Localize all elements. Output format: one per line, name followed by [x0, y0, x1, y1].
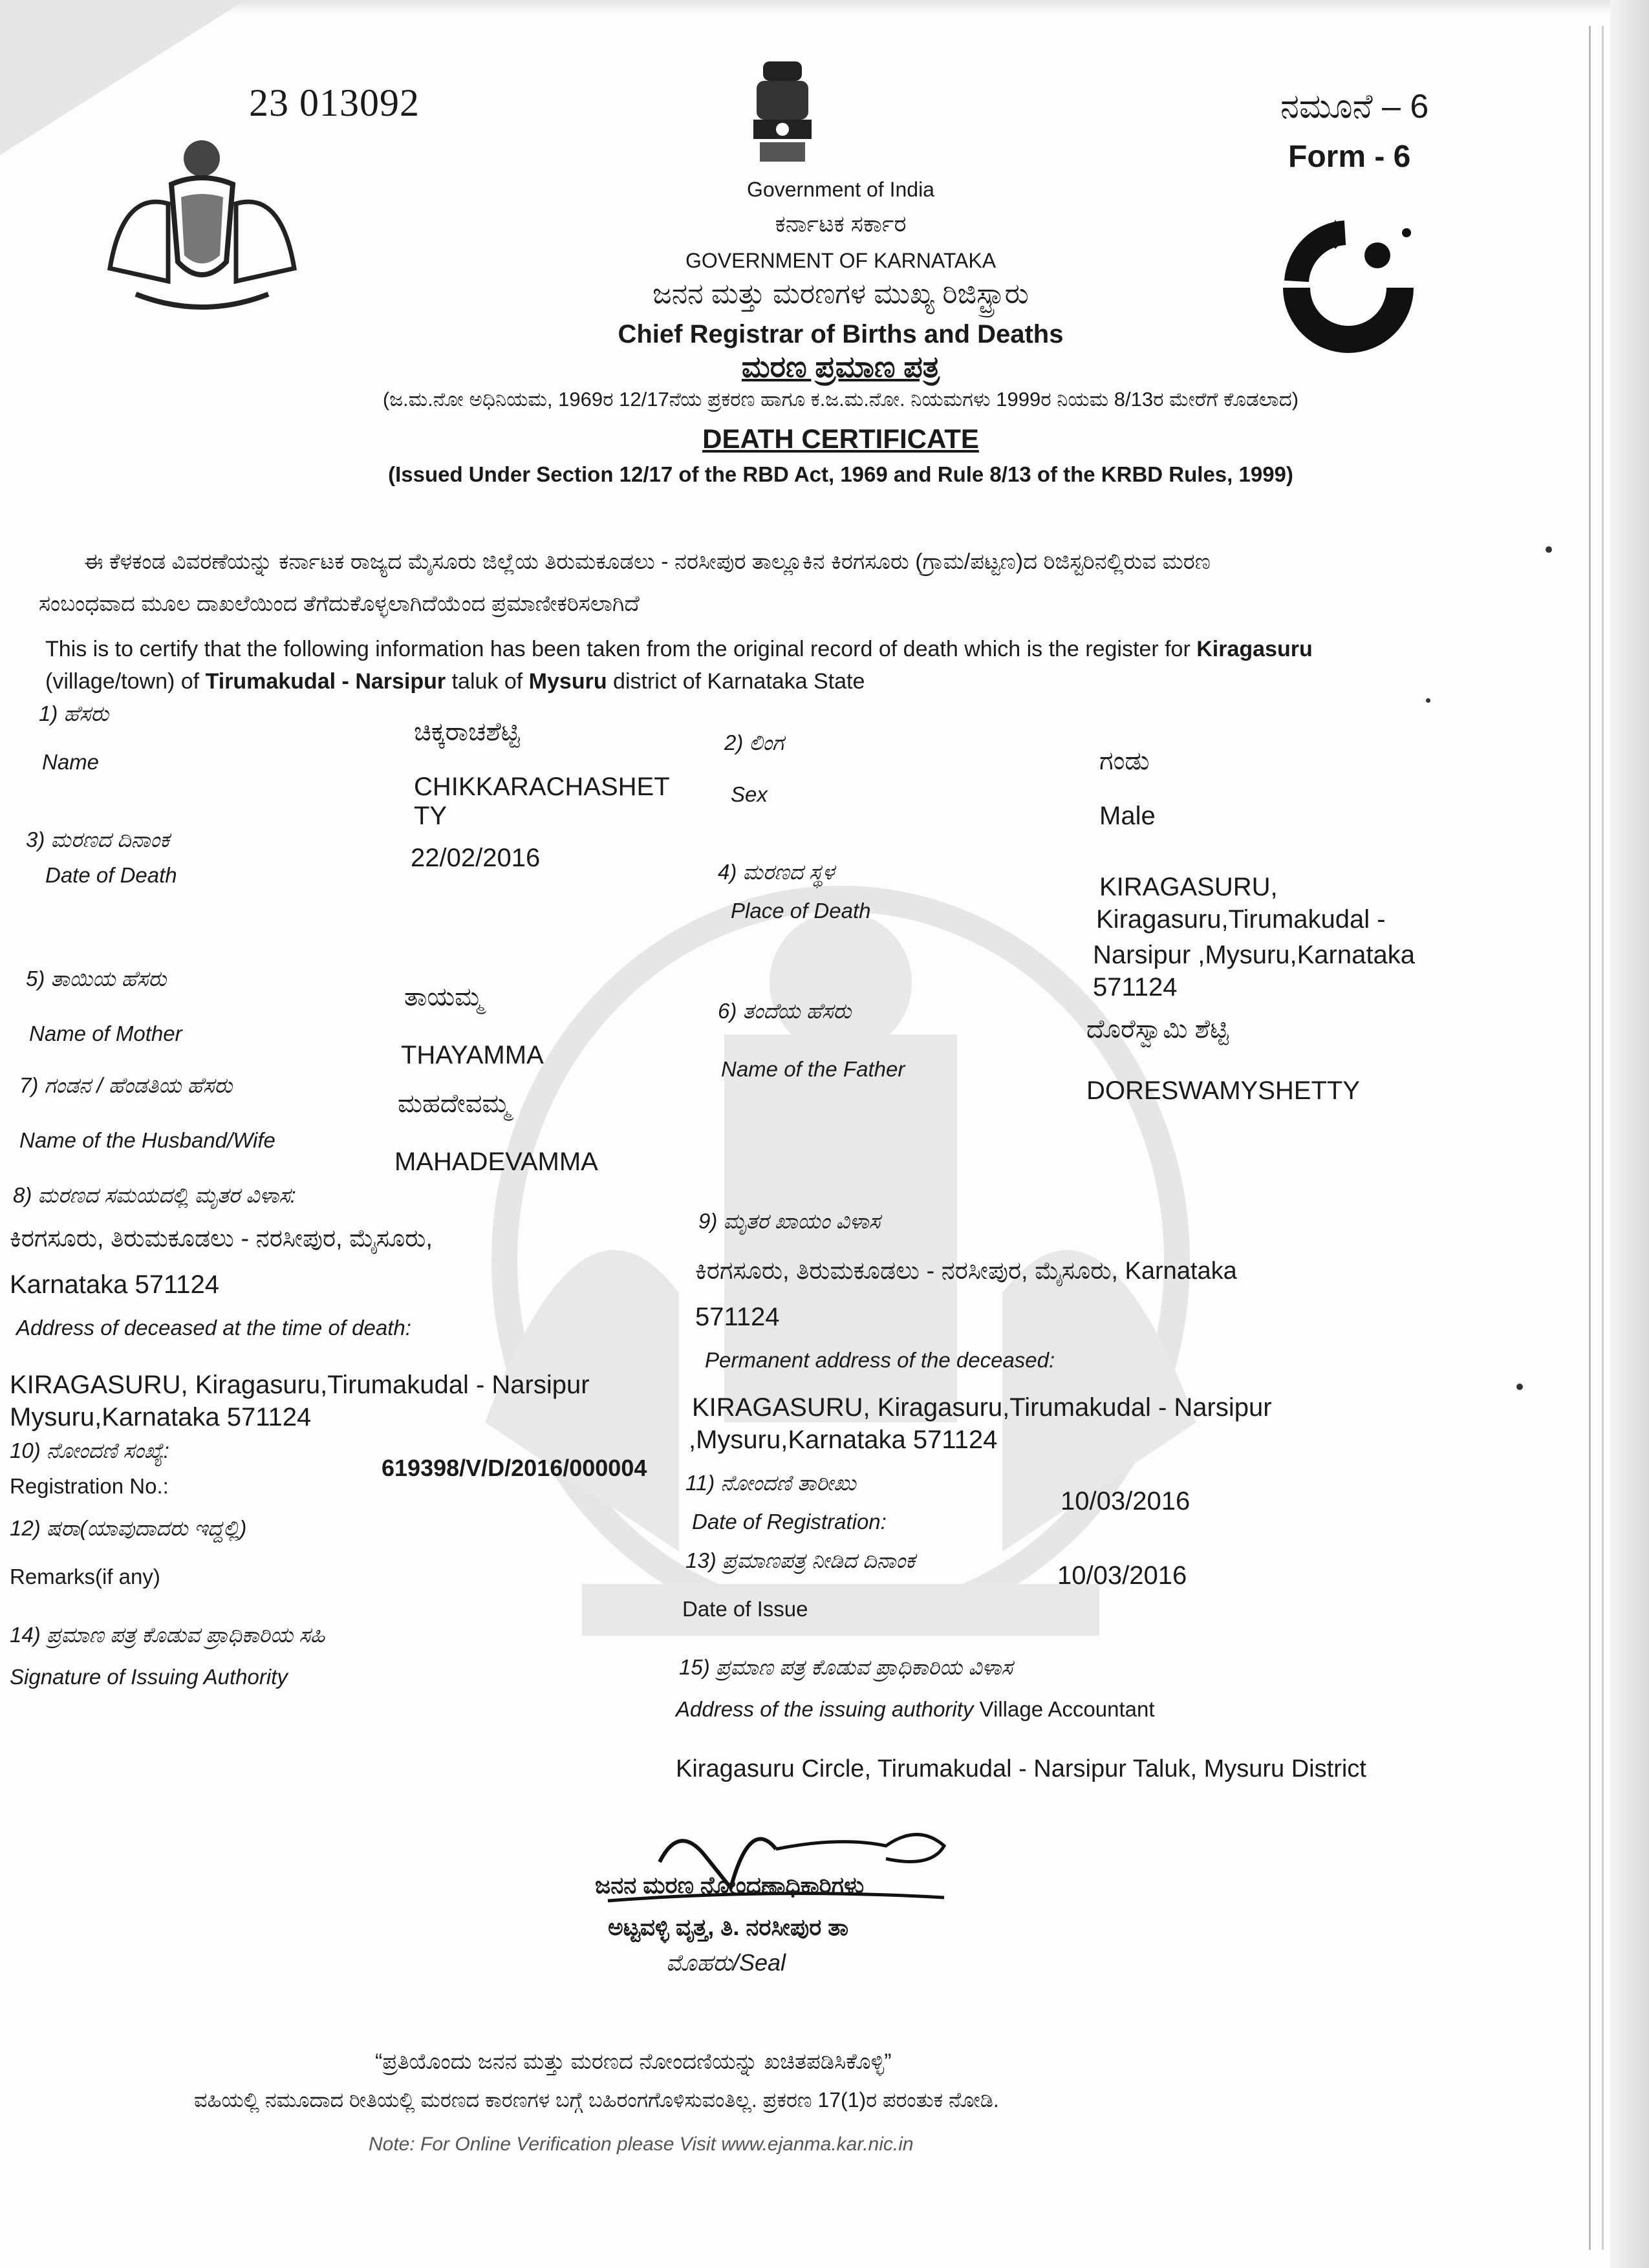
village-name: Kiragasuru — [1196, 637, 1313, 661]
reg-no-label: Registration No.: — [10, 1474, 169, 1498]
authority-address-label-kannada: 15) ಪ್ರಮಾಣ ಪತ್ರ ಕೊಡುವ ಪ್ರಾಧಿಕಾರಿಯ ವಿಳಾಸ — [679, 1655, 1013, 1679]
signature-label: Signature of Issuing Authority — [10, 1665, 288, 1689]
intro-kannada-line2: ಸಂಬಂಧವಾದ ಮೂಲ ದಾಖಲೆಯಿಂದ ತೆಗೆದುಕೊಳ್ಳಲಾಗಿದೆಯೆಂದ ಪ್ರಮಾಣೀಕರಿಸಲಾಗಿದೆ — [39, 592, 640, 616]
intro-text: (village/town) of — [45, 669, 200, 694]
authority-title: Village Accountant — [979, 1697, 1155, 1721]
sex-value-kannada: ಗಂಡು — [1099, 747, 1150, 775]
reg-no-label-kannada: 10) ನೋಂದಣಿ ಸಂಖ್ಯೆ: — [10, 1439, 169, 1462]
signature-label-kannada: 14) ಪ್ರಮಾಣ ಪತ್ರ ಕೊಡುವ ಪ್ರಾಧಿಕಾರಿಯ ಸಹಿ — [10, 1623, 325, 1647]
perm-address-line2: ,Mysuru,Karnataka 571124 — [689, 1426, 998, 1454]
spouse-label-kannada: 7) ಗಂಡನ / ಹೆಂಡತಿಯ ಹೆಸರು — [19, 1073, 233, 1097]
intro-text: This is to certify that the following information has been taken from the original record of death which is the register for — [45, 637, 1191, 661]
reg-date-value: 10/03/2016 — [1061, 1487, 1191, 1515]
intro-text: taluk of — [451, 669, 523, 694]
perm-address-kannada-line2: 571124 — [695, 1303, 780, 1331]
reg-date-label-kannada: 11) ನೋಂದಣಿ ತಾರೀಖು — [685, 1471, 856, 1495]
authority-address-line — [676, 1697, 1155, 1722]
folded-corner — [0, 0, 246, 155]
name-value-line2: TY — [414, 802, 447, 830]
footer-quote: “ಪ್ರತಿಯೊಂದು ಜನನ ಮತ್ತು ಮರಣದ ನೋಂದಣಿಯನ್ನು ಖಚಿತಪಡಿಸಿಕೊಳ್ಳಿ” — [375, 2049, 892, 2074]
pod-value-line2: Kiragasuru,Tirumakudal - — [1096, 905, 1386, 934]
perm-address-line1: KIRAGASURU, Kiragasuru,Tirumakudal - Narsipur — [692, 1393, 1272, 1422]
death-address-kannada-line1: ಕಿರಗಸೂರು, ತಿರುಮಕೂಡಲು - ನರಸೀಪುರ, ಮೈಸೂರು, — [10, 1225, 433, 1252]
death-address-kannada-line2: Karnataka 571124 — [10, 1270, 219, 1299]
mother-label: Name of Mother — [29, 1022, 182, 1045]
scan-dot — [1426, 698, 1430, 703]
father-label-kannada: 6) ತಂದೆಯ ಹೆಸರು — [718, 999, 852, 1023]
spouse-label: Name of the Husband/Wife — [19, 1128, 275, 1152]
dod-label: Date of Death — [45, 863, 177, 887]
edge-line — [1602, 26, 1604, 2250]
issued-under: (Issued Under Section 12/17 of the RBD Act, 1969 and Rule 8/13 of the KRBD Rules, 1999) — [388, 462, 1293, 486]
name-label: Name — [42, 750, 100, 774]
seal-line2: ಅಟ್ಟವಳ್ಳಿ ವೃತ್ತ, ತಿ. ನರಸೀಪುರ ತಾ — [608, 1914, 849, 1940]
sex-label-kannada: 2) ಲಿಂಗ — [724, 731, 784, 754]
pod-label: Place of Death — [731, 899, 871, 923]
father-value-kannada: ದೊರೆಸ್ವಾಮಿ ಶೆಟ್ಟಿ — [1086, 1015, 1229, 1043]
perm-address-label-kannada: 9) ಮೃತರ ಖಾಯಂ ವಿಳಾಸ — [698, 1209, 881, 1233]
dod-value: 22/02/2016 — [411, 844, 541, 872]
gov-india: Government of India — [747, 178, 934, 201]
perm-address-label: Permanent address of the deceased: — [705, 1348, 1055, 1372]
name-value-line1: CHIKKARACHASHET — [414, 773, 670, 801]
death-address-line2: Mysuru,Karnataka 571124 — [10, 1403, 312, 1431]
death-address-label-kannada: 8) ಮರಣದ ಸಮಯದಲ್ಲಿ ಮೃತರ ವಿಳಾಸ: — [13, 1183, 296, 1207]
mother-value-kannada: ತಾಯಮ್ಮ — [404, 983, 483, 1011]
intro-english-line2 — [45, 669, 865, 694]
india-emblem-icon — [744, 55, 821, 171]
remarks-label: Remarks(if any) — [10, 1565, 160, 1589]
death-address-line1: KIRAGASURU, Kiragasuru,Tirumakudal - Narsipur — [10, 1371, 590, 1399]
edge-line — [1589, 26, 1591, 2250]
taluk-name: Tirumakudal - Narsipur — [205, 669, 446, 694]
issue-date-label: Date of Issue — [682, 1597, 808, 1621]
death-address-label: Address of deceased at the time of death: — [16, 1316, 411, 1340]
spouse-value-kannada: ಮಹದೇವಮ್ಮ — [398, 1089, 510, 1118]
form-number: Form - 6 — [1288, 140, 1411, 174]
pod-label-kannada: 4) ಮರಣದ ಸ್ಥಳ — [718, 860, 835, 884]
father-label: Name of the Father — [721, 1057, 905, 1081]
registrar-kannada: ಜನನ ಮತ್ತು ಮರಣಗಳ ಮುಖ್ಯ ರಿಜಿಸ್ಟ್ರಾರು — [652, 278, 1029, 310]
remarks-label-kannada: 12) ಷರಾ(ಯಾವುದಾದರು ಇದ್ದಲ್ಲಿ) — [10, 1516, 247, 1540]
scan-dot — [1546, 546, 1552, 553]
registrar-title: Chief Registrar of Births and Deaths — [618, 320, 1064, 348]
sex-label: Sex — [731, 782, 768, 806]
district-name: Mysuru — [528, 669, 607, 694]
certificate-title-kannada: ಮರಣ ಪ್ರಮಾಣ ಪತ್ರ — [741, 350, 940, 383]
scan-edge — [1610, 0, 1649, 2268]
mother-label-kannada: 5) ತಾಯಿಯ ಹೆಸರು — [26, 967, 167, 990]
gov-karnataka: GOVERNMENT OF KARNATAKA — [685, 249, 997, 272]
pod-value-line1: KIRAGASURU, — [1099, 873, 1278, 901]
footer-line2: ವಹಿಯಲ್ಲಿ ನಮೂದಾದ ರೀತಿಯಲ್ಲಿ ಮರಣದ ಕಾರಣಗಳ ಬಗ್ಗೆ ಬಹಿರಂಗಗೊಳಿಸುವಂತಿಲ್ಲ. ಪ್ರಕರಣ 17(1)ರ ಪರಂತುಕ ನೋಡಿ. — [194, 2088, 999, 2112]
serial-number: 23 013092 — [249, 81, 420, 124]
seal-label: ಮೊಹರು/Seal — [666, 1949, 786, 1976]
issue-date-label-kannada: 13) ಪ್ರಮಾಣಪತ್ರ ನೀಡಿದ ದಿನಾಂಕ — [685, 1548, 916, 1572]
reg-no-value: 619398/V/D/2016/000004 — [382, 1455, 647, 1481]
reg-date-label: Date of Registration: — [692, 1510, 887, 1534]
gov-karnataka-kannada: ಕರ್ನಾಟಕ ಸರ್ಕಾರ — [775, 210, 907, 237]
dod-label-kannada: 3) ಮರಣದ ದಿನಾಂಕ — [26, 828, 170, 851]
name-value-kannada: ಚಿಕ್ಕರಾಚಶೆಟ್ಟಿ — [414, 718, 520, 746]
spouse-value: MAHADEVAMMA — [394, 1148, 598, 1176]
act-reference-kannada: (ಜ.ಮ.ನೋ ಅಧಿನಿಯಮ, 1969ರ 12/17ನೆಯ ಪ್ರಕರಣ ಹಾಗೂ ಕ.ಜ.ಮ.ನೋ. ನಿಯಮಗಳು 1999ರ ನಿಯಮ 8/13ರ ಮೇರೆಗೆ ಕೊಡಲಾದ) — [382, 388, 1299, 411]
sex-value: Male — [1099, 802, 1156, 830]
issue-date-value: 10/03/2016 — [1057, 1561, 1187, 1590]
pod-value-line4: 571124 — [1093, 973, 1178, 1001]
footer-note: Note: For Online Verification please Visit www.ejanma.kar.nic.in — [369, 2134, 914, 2155]
name-label-kannada: 1) ಹೆಸರು — [39, 701, 109, 725]
form-number-kannada: ನಮೂನೆ – 6 — [1280, 88, 1429, 125]
mother-value: THAYAMMA — [401, 1041, 544, 1069]
pod-value-line3: Narsipur ,Mysuru,Karnataka — [1093, 941, 1415, 969]
intro-english-line1 — [45, 637, 1313, 662]
authority-address: Kiragasuru Circle, Tirumakudal - Narsipur Taluk, Mysuru District — [676, 1755, 1366, 1782]
perm-address-kannada-line1: ಕಿರಗಸೂರು, ತಿರುಮಕೂಡಲು - ನರಸೀಪುರ, ಮೈಸೂರು, Karnataka — [695, 1257, 1237, 1285]
intro-kannada-line1: ಈ ಕೆಳಕಂಡ ವಿವರಣೆಯನ್ನು ಕರ್ನಾಟಕ ರಾಜ್ಯದ ಮೈಸೂರು ಜಿಲ್ಲೆಯ ತಿರುಮಕೂಡಲು - ನರಸೀಪುರ ತಾಲ್ಲೂಕಿನ ಕಿರಗಸೂರು (ಗ್ರಾಮ/ಪಟ್ಟಣ)ದ ರಿಜಿಸ್ಟರಿನಲ್ಲಿರುವ ಮರಣ — [84, 550, 1211, 574]
authority-address-label: Address of the issuing authority — [676, 1697, 974, 1721]
father-value: DORESWAMYSHETTY — [1086, 1076, 1360, 1105]
scan-shadow — [0, 0, 1649, 14]
intro-text: district of Karnataka State — [613, 669, 865, 694]
certificate-title: DEATH CERTIFICATE — [702, 423, 979, 454]
seal-line1: ಜನನ ಮರಣ ನೋಂದಣಾಧಿಕಾರಿಗಳು — [595, 1872, 865, 1898]
scan-dot — [1516, 1384, 1523, 1390]
